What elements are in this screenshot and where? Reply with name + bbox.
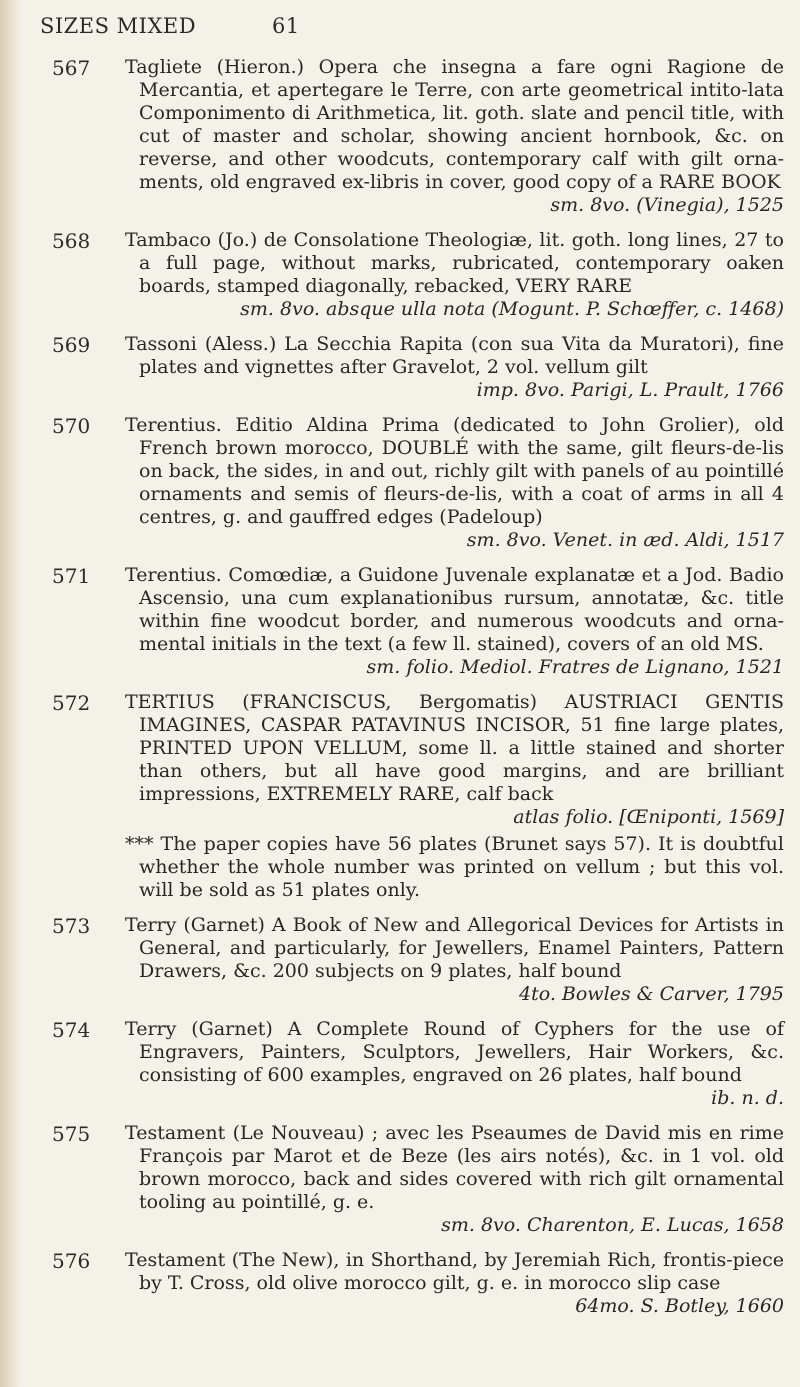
lot-number: 567 [52, 56, 91, 80]
entry-imprint: sm. folio. Mediol. Fratres de Lignano, 1521 [366, 656, 784, 678]
entry-imprint: atlas folio. [Œniponti, 1569] [513, 806, 784, 828]
entry-description: Terry (Garnet) A Book of New and Allegorical Devices for Artists in General, and particularly, for Jewellers, Enamel Painters, Pattern Drawers, &c. 200 subjects on 9 plates, half bound [125, 914, 784, 982]
lot-number: 576 [52, 1249, 91, 1273]
catalogue-entry [40, 1249, 784, 1318]
entry-imprint: sm. 8vo. (Vinegia), 1525 [550, 194, 784, 216]
lot-number: 568 [52, 229, 91, 253]
catalogue-entry [40, 564, 784, 679]
catalogue-entry [40, 414, 784, 552]
entry-imprint: 4to. Bowles & Carver, 1795 [519, 983, 784, 1005]
lot-number: 569 [52, 333, 91, 357]
catalogue-entry [40, 229, 784, 321]
catalogue-entry [40, 333, 784, 402]
entry-imprint: imp. 8vo. Parigi, L. Prault, 1766 [476, 379, 784, 401]
entry-description: Testament (The New), in Shorthand, by Jeremiah Rich, frontis-piece by T. Cross, old olive morocco gilt, g. e. in morocco slip case [125, 1249, 784, 1294]
catalogue-entry [40, 914, 784, 1006]
entry-description: TERTIUS (FRANCISCUS, Bergomatis) AUSTRIACI GENTIS IMAGINES, CASPAR PATAVINUS INCISOR, 51 fine large plates, PRINTED UPON VELLUM, some ll. a little stained and shorter than others, but all have good margins, and are brilliant impressions, EXTREMELY RARE, calf back [125, 691, 784, 805]
entry-description: Testament (Le Nouveau) ; avec les Pseaumes de David mis en rime François par Marot et de Beze (les airs notés), &c. in 1 vol. old brown morocco, back and sides covered with rich gilt ornamental tooling au pointillé, g. e. [125, 1122, 784, 1213]
entry-imprint: ib. n. d. [711, 1087, 784, 1109]
page-number: 61 [272, 14, 300, 38]
catalogue-entry [40, 1122, 784, 1237]
catalogue-entries [40, 56, 784, 1330]
running-head: SIZES MIXED [40, 14, 197, 38]
lot-number: 572 [52, 691, 91, 715]
lot-number: 575 [52, 1122, 91, 1146]
entry-description: Terentius. Editio Aldina Prima (dedicated to John Grolier), old French brown morocco, DOUBLÉ with the same, gilt fleurs-de-lis on back, the sides, in and out, richly gilt with panels of au pointillé ornaments and semis of fleurs-de-lis, with a coat of arms in all 4 centres, g. and gauffred edges (Padeloup) [125, 414, 784, 528]
entry-imprint: sm. 8vo. Charenton, E. Lucas, 1658 [441, 1214, 784, 1236]
entry-imprint: sm. 8vo. Venet. in æd. Aldi, 1517 [466, 529, 784, 551]
lot-number: 571 [52, 564, 91, 588]
catalogue-entry [40, 1018, 784, 1110]
entry-description: Terry (Garnet) A Complete Round of Cyphers for the use of Engravers, Painters, Sculptors, Jewellers, Hair Workers, &c. consisting of 600 examples, engraved on 26 plates, half bound [125, 1018, 784, 1086]
entry-description: Terentius. Comœdiæ, a Guidone Juvenale explanatæ et a Jod. Badio Ascensio, una cum explanationibus rursum, annotatæ, &c. title within fine woodcut border, and numerous woodcuts and orna-mental initials in the text (a few ll. stained), covers of an old MS. [125, 564, 784, 655]
page-edge-shadow [0, 0, 22, 1387]
lot-number: 573 [52, 914, 91, 938]
catalogue-entry [40, 691, 784, 902]
entry-description: Tassoni (Aless.) La Secchia Rapita (con sua Vita da Muratori), fine plates and vignettes after Gravelot, 2 vol. vellum gilt [125, 333, 784, 378]
entry-imprint: sm. 8vo. absque ulla nota (Mogunt. P. Schœffer, c. 1468) [240, 298, 784, 320]
lot-number: 574 [52, 1018, 91, 1042]
entry-description: Tagliete (Hieron.) Opera che insegna a fare ogni Ragione de Mercantia, et apertegare le Terre, con arte geometrical intito-lata Componimento di Arithmetica, lit. goth. slate and pencil title, with cut of master and scholar, showing ancient hornbook, &c. on reverse, and other woodcuts, contemporary calf with gilt orna-ments, old engraved ex-libris in cover, good copy of a RARE BOOK [125, 56, 784, 193]
entry-note: *** The paper copies have 56 plates (Brunet says 57). It is doubtful whether the whole number was printed on vellum ; but this vol. will be sold as 51 plates only. [125, 833, 784, 901]
entry-description: Tambaco (Jo.) de Consolatione Theologiæ, lit. goth. long lines, 27 to a full page, without marks, rubricated, contemporary oaken boards, stamped diagonally, rebacked, VERY RARE [125, 229, 784, 297]
lot-number: 570 [52, 414, 91, 438]
catalogue-entry [40, 56, 784, 217]
entry-imprint: 64mo. S. Botley, 1660 [575, 1295, 784, 1317]
